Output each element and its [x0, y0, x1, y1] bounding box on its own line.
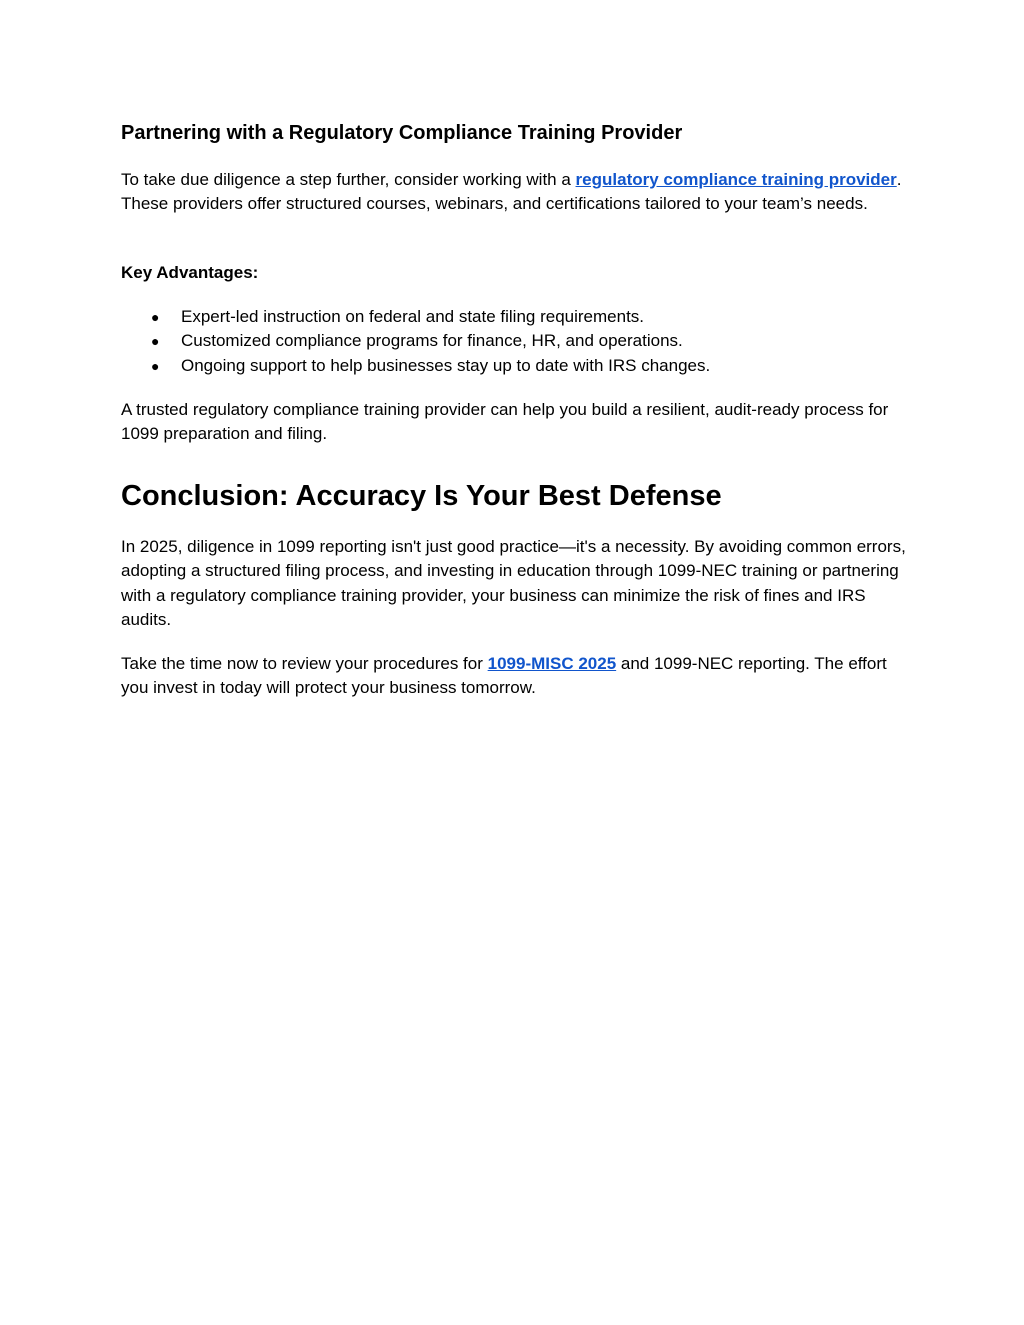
final-paragraph	[121, 652, 911, 701]
advantages-label: Key Advantages:	[121, 263, 259, 282]
final-text-after-link: and 1099-NEC reporting. The effort you invest in today will protect your business tomorrow.	[121, 654, 887, 698]
intro-text-after-link: . These providers offer structured courses, webinars, and certifications tailored to your team’s needs.	[121, 170, 902, 214]
conclusion-heading: Conclusion: Accuracy Is Your Best Defense	[121, 480, 722, 512]
list-item	[121, 305, 710, 329]
advantages-list	[121, 305, 710, 378]
section-heading: Partnering with a Regulatory Compliance Training Provider	[121, 122, 683, 144]
intro-text-before-link: To take due diligence a step further, consider working with a	[121, 170, 576, 189]
list-item-text: Ongoing support to help businesses stay up to date with IRS changes.	[181, 355, 711, 375]
list-item-text: Expert-led instruction on federal and state filing requirements.	[181, 307, 645, 326]
conclusion-paragraph: In 2025, diligence in 1099 reporting isn't just good practice—it's a necessity. By avoiding common errors, adopting a structured filing process, and investing in education through 1099-NEC training or partnering with a regulatory compliance training provider, your business can minimize the risk of fines and IRS audits.	[121, 537, 906, 629]
list-item	[121, 329, 710, 353]
bullet-icon: ●	[151, 357, 160, 374]
1099-misc-2025-link[interactable]: 1099-MISC 2025	[487, 654, 617, 673]
list-item-text: Customized compliance programs for finance, HR, and operations.	[181, 331, 683, 351]
compliance-training-provider-link[interactable]: regulatory compliance training provider	[575, 170, 897, 189]
bullet-icon: ●	[151, 309, 160, 325]
closing-paragraph: A trusted regulatory compliance training provider can help you build a resilient, audit-ready process for 1099 preparation and filing.	[121, 400, 889, 444]
list-item	[121, 354, 710, 378]
bullet-icon: ●	[151, 333, 160, 350]
intro-paragraph	[121, 168, 911, 217]
final-text-before-link: Take the time now to review your procedures for	[121, 654, 488, 673]
